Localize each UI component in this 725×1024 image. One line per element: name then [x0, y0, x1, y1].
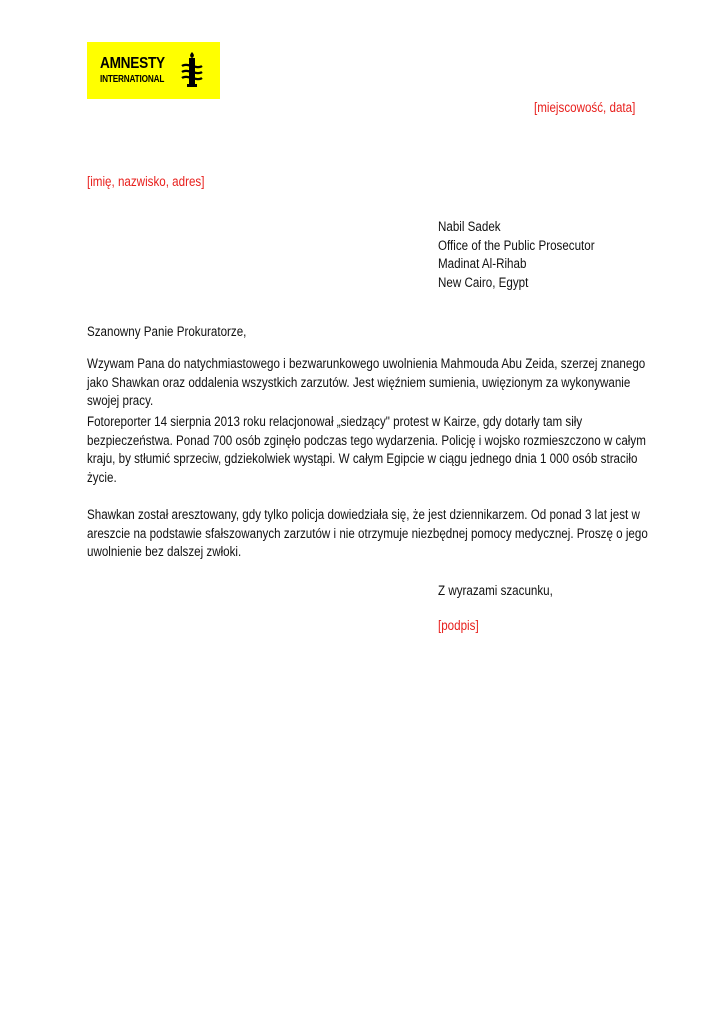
recipient-line: New Cairo, Egypt [438, 274, 529, 290]
paragraph-line: bezpieczeństwa. Ponad 700 osób zginęło podczas tego wydarzenia. Policję i wojsko rozmieszczono w całym [87, 432, 646, 448]
paragraph-line: Wzywam Pana do natychmiastowego i bezwarunkowego uwolnienia Mahmouda Abu Zeida, szerzej znanego [87, 356, 646, 371]
paragraph-line: życie. [87, 469, 117, 485]
closing: Z wyrazami szacunku, [438, 583, 553, 598]
paragraph-1 [87, 355, 646, 411]
recipient-address [438, 218, 595, 292]
amnesty-logo [87, 42, 220, 99]
paragraph-3 [87, 506, 648, 562]
paragraph-line: jako Shawkan oraz oddalenia wszystkich zarzutów. Jest więźniem sumienia, uwięzionym za wykonywanie [87, 374, 631, 390]
paragraph-line: swojej pracy. [87, 393, 154, 408]
salutation: Szanowny Panie Prokuratorze, [87, 324, 247, 339]
signature-placeholder: [podpis] [438, 618, 479, 633]
paragraph-line: areszcie na podstawie sfałszowanych zarzutów i nie otrzymuje niezbędnej pomocy medycznej. Proszę o jego [87, 525, 648, 541]
recipient-line: Office of the Public Prosecutor [438, 237, 595, 253]
paragraph-line: Fotoreporter 14 sierpnia 2013 roku relacjonował „siedzący" protest w Kairze, gdy dotarły tam siły [87, 414, 583, 429]
logo-line-amnesty: AMNESTY [100, 55, 165, 72]
logo-wordmark [100, 56, 178, 85]
place-date-placeholder: [miejscowość, data] [534, 100, 636, 115]
logo-line-international: INTERNATIONAL [100, 73, 165, 85]
candle-barbed-wire-icon [179, 52, 205, 90]
paragraph-line: Shawkan został aresztowany, gdy tylko policja dowiedziała się, że jest dziennikarzem. Od ponad 3 lat jest w [87, 507, 640, 522]
paragraph-2 [87, 413, 646, 487]
sender-placeholder: [imię, nazwisko, adres] [87, 174, 205, 189]
paragraph-line: uwolnienie bez dalszej zwłoki. [87, 544, 242, 559]
recipient-line: Madinat Al-Rihab [438, 256, 527, 271]
paragraph-line: kraju, by stłumić sprzeciw, gdziekolwiek wystąpi. W całym Egipcie w ciągu jednego dnia 1 000 osób straciło [87, 451, 638, 466]
recipient-line: Nabil Sadek [438, 219, 501, 234]
